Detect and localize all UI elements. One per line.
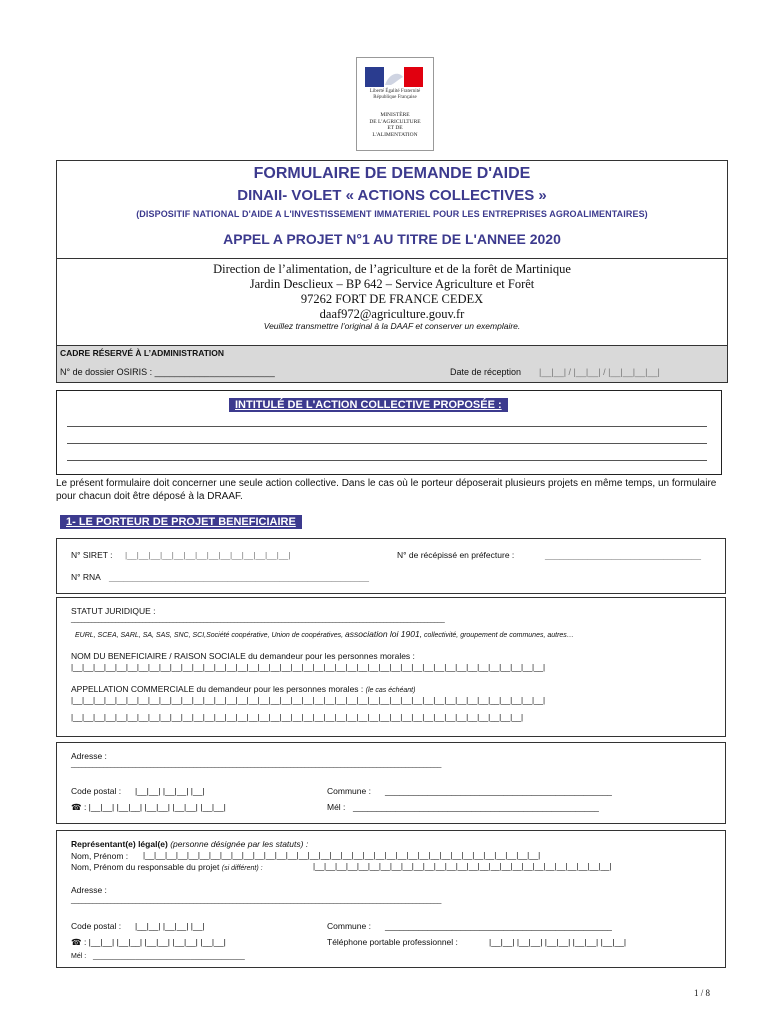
statut-box bbox=[56, 597, 726, 737]
instruction-note: Veuillez transmettre l’original à la DAAF et conserver un exemplaire. bbox=[263, 321, 521, 331]
representant-box bbox=[56, 830, 726, 968]
action-line-1[interactable] bbox=[67, 426, 707, 427]
adresse-field[interactable]: _______________________________________________________________________________________________________ bbox=[71, 761, 442, 768]
statut-label: STATUT JURIDIQUE : bbox=[71, 606, 156, 616]
action-title: INTITULÉ DE L'ACTION COLLECTIVE PROPOSÉE : bbox=[229, 398, 508, 412]
appel-projet-label: APPEL A PROJET N°1 AU TITRE DE L'ANNEE 2020 bbox=[223, 231, 561, 247]
portable-label: Téléphone portable professionnel : bbox=[327, 937, 458, 947]
rna-label: N° RNA bbox=[71, 572, 101, 582]
dispositif-label: (DISPOSITIF NATIONAL D'AIDE A L'INVESTISSEMENT IMMATERIEL POUR LES ENTREPRISES AGROALIMENTAIRES) bbox=[136, 209, 648, 219]
appellation-field-2[interactable]: |__|__|__|__|__|__|__|__|__|__|__|__|__|__|__|__|__|__|__|__|__|__|__|__|__|__|__|__|__|__|__|__|__|__|__|__|__|__|__|__|__| bbox=[71, 713, 524, 722]
form-subtitle: DINAII- VOLET « ACTIONS COLLECTIVES » bbox=[237, 187, 547, 204]
appellation-field-1[interactable]: |__|__|__|__|__|__|__|__|__|__|__|__|__|__|__|__|__|__|__|__|__|__|__|__|__|__|__|__|__|__|__|__|__|__|__|__|__|__|__|__|__|__|__| bbox=[71, 696, 546, 705]
code-postal2-field[interactable]: |__|__| |__|__| |__| bbox=[135, 921, 205, 931]
address-line-3: 97262 FORT DE FRANCE CEDEX bbox=[300, 292, 484, 306]
telephone-field[interactable]: ☎ : |__|__| |__|__| |__|__| |__|__| |__|__| bbox=[71, 802, 226, 812]
portable-field[interactable]: |__|__| |__|__| |__|__| |__|__| |__|__| bbox=[489, 937, 627, 947]
mel-field[interactable]: ____________________________________________________ bbox=[353, 802, 599, 812]
republique-text: Liberté Égalité Fraternité République Française bbox=[369, 89, 421, 100]
appellation-label: APPELLATION COMMERCIALE du demandeur pour les personnes morales : (le cas échéant) bbox=[71, 684, 416, 694]
rep-responsable-label: Nom, Prénom du responsable du projet (si différent) : bbox=[71, 862, 263, 872]
rna-field[interactable]: _______________________________________________________ bbox=[109, 572, 370, 582]
admin-box bbox=[56, 345, 728, 383]
reception-date-field[interactable]: |__|__| / |__|__| / |__|__|__|__| bbox=[539, 367, 660, 377]
rep-responsable-field[interactable]: |__|__|__|__|__|__|__|__|__|__|__|__|__|__|__|__|__|__|__|__|__|__|__|__|__|__|__| bbox=[313, 862, 612, 871]
rep-nom-field[interactable]: |__|__|__|__|__|__|__|__|__|__|__|__|__|__|__|__|__|__|__|__|__|__|__|__|__|__|__|__|__|__|__|__|__|__|__|__| bbox=[143, 851, 541, 860]
recepisse-field[interactable]: _________________________________ bbox=[545, 550, 702, 560]
osiris-field[interactable]: N° de dossier OSIRIS : ________________________ bbox=[60, 367, 275, 377]
commune2-label: Commune : bbox=[327, 921, 371, 931]
divider bbox=[57, 258, 727, 259]
email-address[interactable]: daaf972@agriculture.gouv.fr bbox=[319, 307, 465, 321]
mel-label: Mél : bbox=[327, 802, 346, 812]
nom-beneficiaire-field[interactable]: |__|__|__|__|__|__|__|__|__|__|__|__|__|__|__|__|__|__|__|__|__|__|__|__|__|__|__|__|__|__|__|__|__|__|__|__|__|__|__|__|__|__|__| bbox=[71, 663, 546, 672]
intro-paragraph: Le présent formulaire doit concerner une seule action collective. Dans le cas où le porteur déposerait plusieurs projets en même temps, un formulaire pour chacun doit être déposé à la DRAAF. bbox=[56, 478, 717, 502]
title-box bbox=[56, 160, 728, 347]
marianne-flag-icon bbox=[365, 67, 423, 87]
adresse2-label: Adresse : bbox=[71, 885, 107, 895]
commune-field[interactable]: ________________________________________________ bbox=[385, 786, 612, 796]
ministere-text: MINISTÈRE DE L'AGRICULTURE ET DE L'ALIMENTATION bbox=[369, 112, 421, 138]
address-line-2: Jardin Desclieux – BP 642 – Service Agriculture et Forêt bbox=[249, 277, 535, 291]
siret-label: N° SIRET : bbox=[71, 550, 113, 560]
code-postal-field[interactable]: |__|__| |__|__| |__| bbox=[135, 786, 205, 796]
action-box bbox=[56, 390, 722, 475]
section-1-title: 1- LE PORTEUR DE PROJET BENEFICIAIRE bbox=[60, 515, 302, 529]
adresse2-field[interactable]: _______________________________________________________________________________________________________ bbox=[71, 897, 442, 904]
rep-nom-label: Nom, Prénom : bbox=[71, 851, 129, 861]
page-number: 1 / 8 bbox=[693, 988, 710, 998]
commune2-field[interactable]: ________________________________________________ bbox=[385, 921, 612, 931]
mel2-label: Mél : bbox=[71, 953, 87, 960]
recepisse-label: N° de récépissé en préfecture : bbox=[397, 550, 515, 560]
form-title: FORMULAIRE DE DEMANDE D'AIDE bbox=[253, 165, 531, 182]
code-postal2-label: Code postal : bbox=[71, 921, 122, 931]
code-postal-label: Code postal : bbox=[71, 786, 122, 796]
admin-label: CADRE RÉSERVÉ À L’ADMINISTRATION bbox=[60, 348, 225, 358]
siret-field[interactable]: |__|__|__|__|__|__|__|__|__|__|__|__|__|__| bbox=[125, 550, 291, 560]
action-line-2[interactable] bbox=[67, 443, 707, 444]
adresse-box bbox=[56, 742, 726, 824]
address-line-1: Direction de l’alimentation, de l’agriculture et de la forêt de Martinique bbox=[213, 262, 571, 276]
representant-label: Représentant(e) légal(e) (personne désignée par les statuts) : bbox=[71, 839, 309, 849]
adresse-label: Adresse : bbox=[71, 751, 107, 761]
commune-label: Commune : bbox=[327, 786, 371, 796]
statut-field[interactable]: ______________________________________________________________________________________________________________ bbox=[71, 616, 445, 623]
siret-box bbox=[56, 538, 726, 594]
telephone2-field[interactable]: ☎ : |__|__| |__|__| |__|__| |__|__| |__|__| bbox=[71, 937, 226, 947]
statut-examples: EURL, SCEA, SARL, SA, SAS, SNC, SCI,Société coopérative, Union de coopératives, association loi 1901, collectivité, groupement de communes, autres… bbox=[75, 629, 574, 639]
reception-label: Date de réception bbox=[450, 367, 522, 377]
ministry-logo bbox=[356, 57, 434, 151]
nom-beneficiaire-label: NOM DU BENEFICIAIRE / RAISON SOCIALE du demandeur pour les personnes morales : bbox=[71, 651, 415, 661]
mel2-field[interactable]: _______________________________________ bbox=[93, 953, 245, 960]
action-line-3[interactable] bbox=[67, 460, 707, 461]
